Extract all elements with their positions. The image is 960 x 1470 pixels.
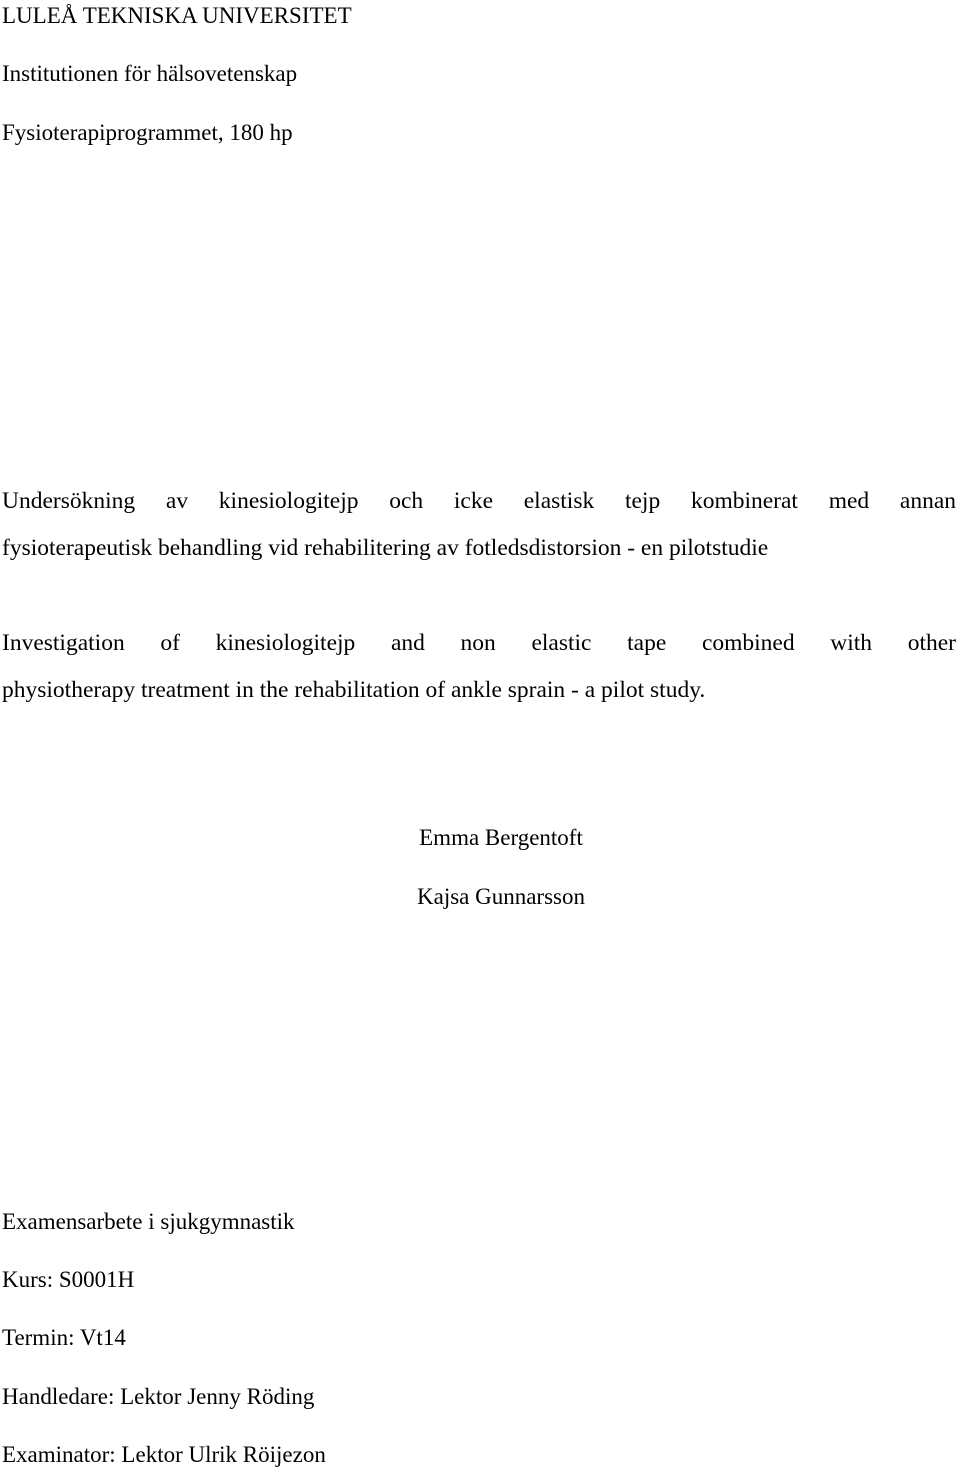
university-name: LULEÅ TEKNISKA UNIVERSITET [2, 3, 352, 28]
course-code: Kurs: S0001H [2, 1267, 135, 1292]
thesis-type: Examensarbete i sjukgymnastik [2, 1209, 295, 1234]
examiner: Examinator: Lektor Ulrik Röijezon [2, 1442, 326, 1467]
author-2: Kajsa Gunnarsson [417, 884, 585, 909]
title-swedish-line-2: fysioterapeutisk behandling vid rehabilitering av fotledsdistorsion - en pilotstudie [2, 535, 769, 561]
title-english-line-1: Investigation of kinesiologitejp and non elastic tape combined with other [2, 630, 956, 656]
supervisor: Handledare: Lektor Jenny Röding [2, 1384, 315, 1409]
title-swedish-line-1: Undersökning av kinesiologitejp och icke elastisk tejp kombinerat med annan [2, 488, 956, 514]
term: Termin: Vt14 [2, 1325, 126, 1350]
title-english-line-2: physiotherapy treatment in the rehabilitation of ankle sprain - a pilot study. [2, 677, 706, 703]
author-1: Emma Bergentoft [419, 825, 583, 850]
programme-name: Fysioterapiprogrammet, 180 hp [2, 120, 293, 145]
department-name: Institutionen för hälsovetenskap [2, 61, 298, 86]
